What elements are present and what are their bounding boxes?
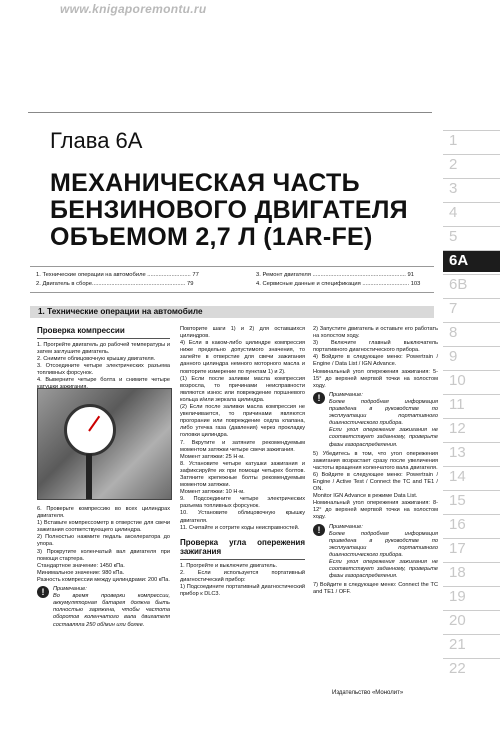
tab-14[interactable]: 14	[443, 466, 500, 487]
paragraph: 7) Войдите в следующее меню: Connect the TC and TE1 / OFF.	[313, 582, 438, 596]
paragraph: 4) Войдите в следующее меню: Powertrain / Engine / Data List / IGN Advance.	[313, 354, 438, 368]
tab-22[interactable]: 22	[443, 658, 500, 679]
toc-bottom-rule	[30, 292, 434, 293]
note-content: Если угол опережения зажигания не соответствует заданному, проверьте фазы газораспределения.	[329, 427, 438, 448]
ignition-timing-heading: Проверка угла опережения зажигания	[180, 537, 305, 557]
paragraph: 3) Включите главный выключатель портативного диагностического прибора.	[313, 340, 438, 354]
note-block	[37, 586, 170, 629]
paragraph: Разность компрессии между цилиндрами: 200 кПа.	[37, 576, 170, 583]
section-heading: 1. Технические операции на автомобиле	[30, 306, 434, 318]
column-3	[313, 326, 438, 596]
paragraph: 2) Запустите двигатель и оставьте его работать на холостом ходу.	[313, 326, 438, 340]
tab-3[interactable]: 3	[443, 178, 500, 199]
chapter-title	[50, 170, 408, 251]
note-content: Во время проверки компрессии, аккумуляторная батарея должна быть полностью заряжена, чтобы частота оборотов коленчатого вала двигателя составляла 250 об/мин или более.	[53, 593, 170, 628]
note-title: Примечание:	[329, 391, 363, 398]
tab-6a[interactable]: 6A	[443, 250, 500, 272]
paragraph: Номинальный угол опережения зажигания: 5-15° до верхней мертвой точки на холостом ходу.	[313, 368, 438, 389]
paragraph: 3. Отсоедините четыре электрических разъема топливных форсунок.	[37, 362, 170, 376]
compression-gauge-photo	[37, 388, 172, 500]
toc-item-2[interactable]: 2. Двигатель в сборе.......................................................... 79	[36, 281, 194, 287]
gauge-icon	[64, 404, 116, 456]
heading-rule	[37, 338, 170, 339]
tab-1[interactable]: 1	[443, 130, 500, 151]
paragraph: 10. Установите облицовочную крышку двигателя.	[180, 510, 305, 524]
tab-17[interactable]: 17	[443, 538, 500, 559]
toc-item-3[interactable]: 3. Ремонт двигателя .......................................................... 91	[256, 272, 414, 278]
note-block	[313, 392, 438, 449]
title-line-3: ОБЪЕМОМ 2,7 Л (1AR-FE)	[50, 223, 373, 251]
note-content: Если угол опережения зажигания не соответствует заданному, проверьте фазы газораспределения.	[329, 559, 438, 580]
tab-19[interactable]: 19	[443, 586, 500, 607]
paragraph: 8. Установите четыре катушки зажигания и зафиксируйте их при помощи четырех болтов. Затяните крепежные болты рекомендуемым моментом затяжки.	[180, 460, 305, 489]
column-2	[180, 326, 305, 598]
paragraph: 3) Прокрутите коленчатый вал двигателя при помощи стартера.	[37, 548, 170, 562]
exclamation-icon: !	[313, 392, 325, 404]
tab-21[interactable]: 21	[443, 634, 500, 655]
paragraph: Момент затяжки: 10 Н·м.	[180, 489, 245, 496]
tab-5[interactable]: 5	[443, 226, 500, 247]
note-text	[329, 392, 438, 449]
note-block	[313, 524, 438, 581]
paragraph: 2) Полностью нажмите педаль акселератора до упора.	[37, 534, 170, 548]
tab-15[interactable]: 15	[443, 490, 500, 511]
paragraph: Номинальный угол опережения зажигания: 8-12° до верхней мертвой точки на холостом ходу.	[313, 500, 438, 521]
note-title: Примечание:	[53, 586, 87, 593]
paragraph: Повторите шаги 1) и 2) для оставшихся цилиндров.	[180, 326, 305, 340]
paragraph: Момент затяжки: 25 Н·м.	[180, 453, 245, 460]
paragraph: 9. Подсоедините четыре электрических разъема топливных форсунок.	[180, 496, 305, 510]
note-title: Примечание:	[329, 523, 363, 530]
paragraph: 5) Убедитесь в том, что угол опережения зажигания возрастает сразу после увеличения частоты вращения коленчатого вала двигателя.	[313, 450, 438, 471]
tab-2[interactable]: 2	[443, 154, 500, 175]
paragraph: (1) Если после заливки масла компрессия возросла, то причинами неисправности являются износ или повреждение поршневого кольца и/или зеркала цилиндра.	[180, 375, 305, 403]
publisher-credit: Издательство «Монолит»	[332, 690, 404, 696]
paragraph: Минимальное значение: 980 кПа.	[37, 569, 125, 576]
compression-check-heading: Проверка компрессии	[37, 326, 125, 335]
paragraph: 1. Прогрейте и выключите двигатель.	[180, 562, 278, 569]
tab-9[interactable]: 9	[443, 346, 500, 367]
hose-graphic	[86, 454, 92, 499]
column-1-continued	[37, 506, 170, 631]
paragraph: 4) Если в каком-либо цилиндре компрессия ниже предельно допустимого значения, то залейте в отверстие для свечи зажигания данного цилиндра немного моторного масла и повторите измерение по пунктам 1) и 2).	[180, 340, 305, 375]
tab-12[interactable]: 12	[443, 418, 500, 439]
paragraph: 1) Подсоедините портативный диагностический прибор к DLC3.	[180, 584, 305, 598]
paragraph: 6) Войдите в следующее меню: Powertrain / Engine / Active Test / Connect the TC and TE1 / ON.	[313, 471, 438, 493]
tab-4[interactable]: 4	[443, 202, 500, 223]
toc-item-1[interactable]: 1. Технические операции на автомобиле ........................... 77	[36, 272, 199, 278]
tab-18[interactable]: 18	[443, 562, 500, 583]
paragraph: (2) Если после заливки масла компрессия не увеличивается, то причинами являются прогорание или повреждение седла клапана, либо утечка газа (давления) через прокладку головки цилиндра.	[180, 404, 305, 439]
tab-13[interactable]: 13	[443, 442, 500, 463]
tab-16[interactable]: 16	[443, 514, 500, 535]
paragraph: 4. Выверните четыре болта и снимите четыре	[37, 376, 170, 383]
chapter-label: Глава 6A	[50, 128, 143, 153]
toc-top-rule	[30, 266, 434, 267]
paragraph: 2. Снимите облицовочную крышку двигателя.	[37, 355, 156, 362]
note-content: Более подробная информация приведена в руководстве по эксплуатации портативного диагностического прибора.	[329, 530, 438, 558]
paragraph: 2. Если используется портативный диагностический прибор:	[180, 569, 305, 583]
tab-7[interactable]: 7	[443, 298, 500, 319]
paragraph: 1. Прогрейте двигатель до рабочей температуры и затем заглушите двигатель.	[37, 341, 170, 355]
paragraph: 6. Проверьте компрессию во всех цилиндрах двигателя.	[37, 506, 170, 520]
paragraph: 1) Вставьте компрессометр в отверстие для свечи зажигания соответствующего цилиндра.	[37, 520, 170, 534]
heading-rule	[180, 559, 305, 560]
title-line-2: БЕНЗИНОВОГО ДВИГАТЕЛЯ	[50, 196, 408, 224]
paragraph: 7. Вкрутите и затяните рекомендуемым моментом затяжки четыре свечи зажигания.	[180, 439, 305, 453]
tab-6b[interactable]: 6B	[443, 274, 500, 295]
tab-10[interactable]: 10	[443, 370, 500, 391]
exclamation-icon: !	[37, 586, 49, 598]
note-text	[329, 524, 438, 581]
exclamation-icon: !	[313, 524, 325, 536]
note-text	[53, 586, 170, 629]
tab-11[interactable]: 11	[443, 394, 500, 415]
paragraph: Monitor IGN Advance в режиме Data List.	[313, 493, 418, 500]
paragraph: Стандартное значение: 1450 кПа.	[37, 562, 125, 569]
tab-20[interactable]: 20	[443, 610, 500, 631]
tab-8[interactable]: 8	[443, 322, 500, 343]
watermark: www.knigaporemontu.ru	[60, 2, 207, 16]
toc-item-4[interactable]: 4. Сервисные данные и спецификация ............................. 103	[256, 281, 421, 287]
paragraph: 11. Считайте и сотрите коды неисправностей.	[180, 524, 300, 531]
top-rule	[28, 112, 432, 113]
note-content: Более подробная информация приведена в руководстве по эксплуатации портативного диагностического прибора.	[329, 398, 438, 427]
title-line-1: МЕХАНИЧЕСКАЯ ЧАСТЬ	[50, 169, 360, 197]
